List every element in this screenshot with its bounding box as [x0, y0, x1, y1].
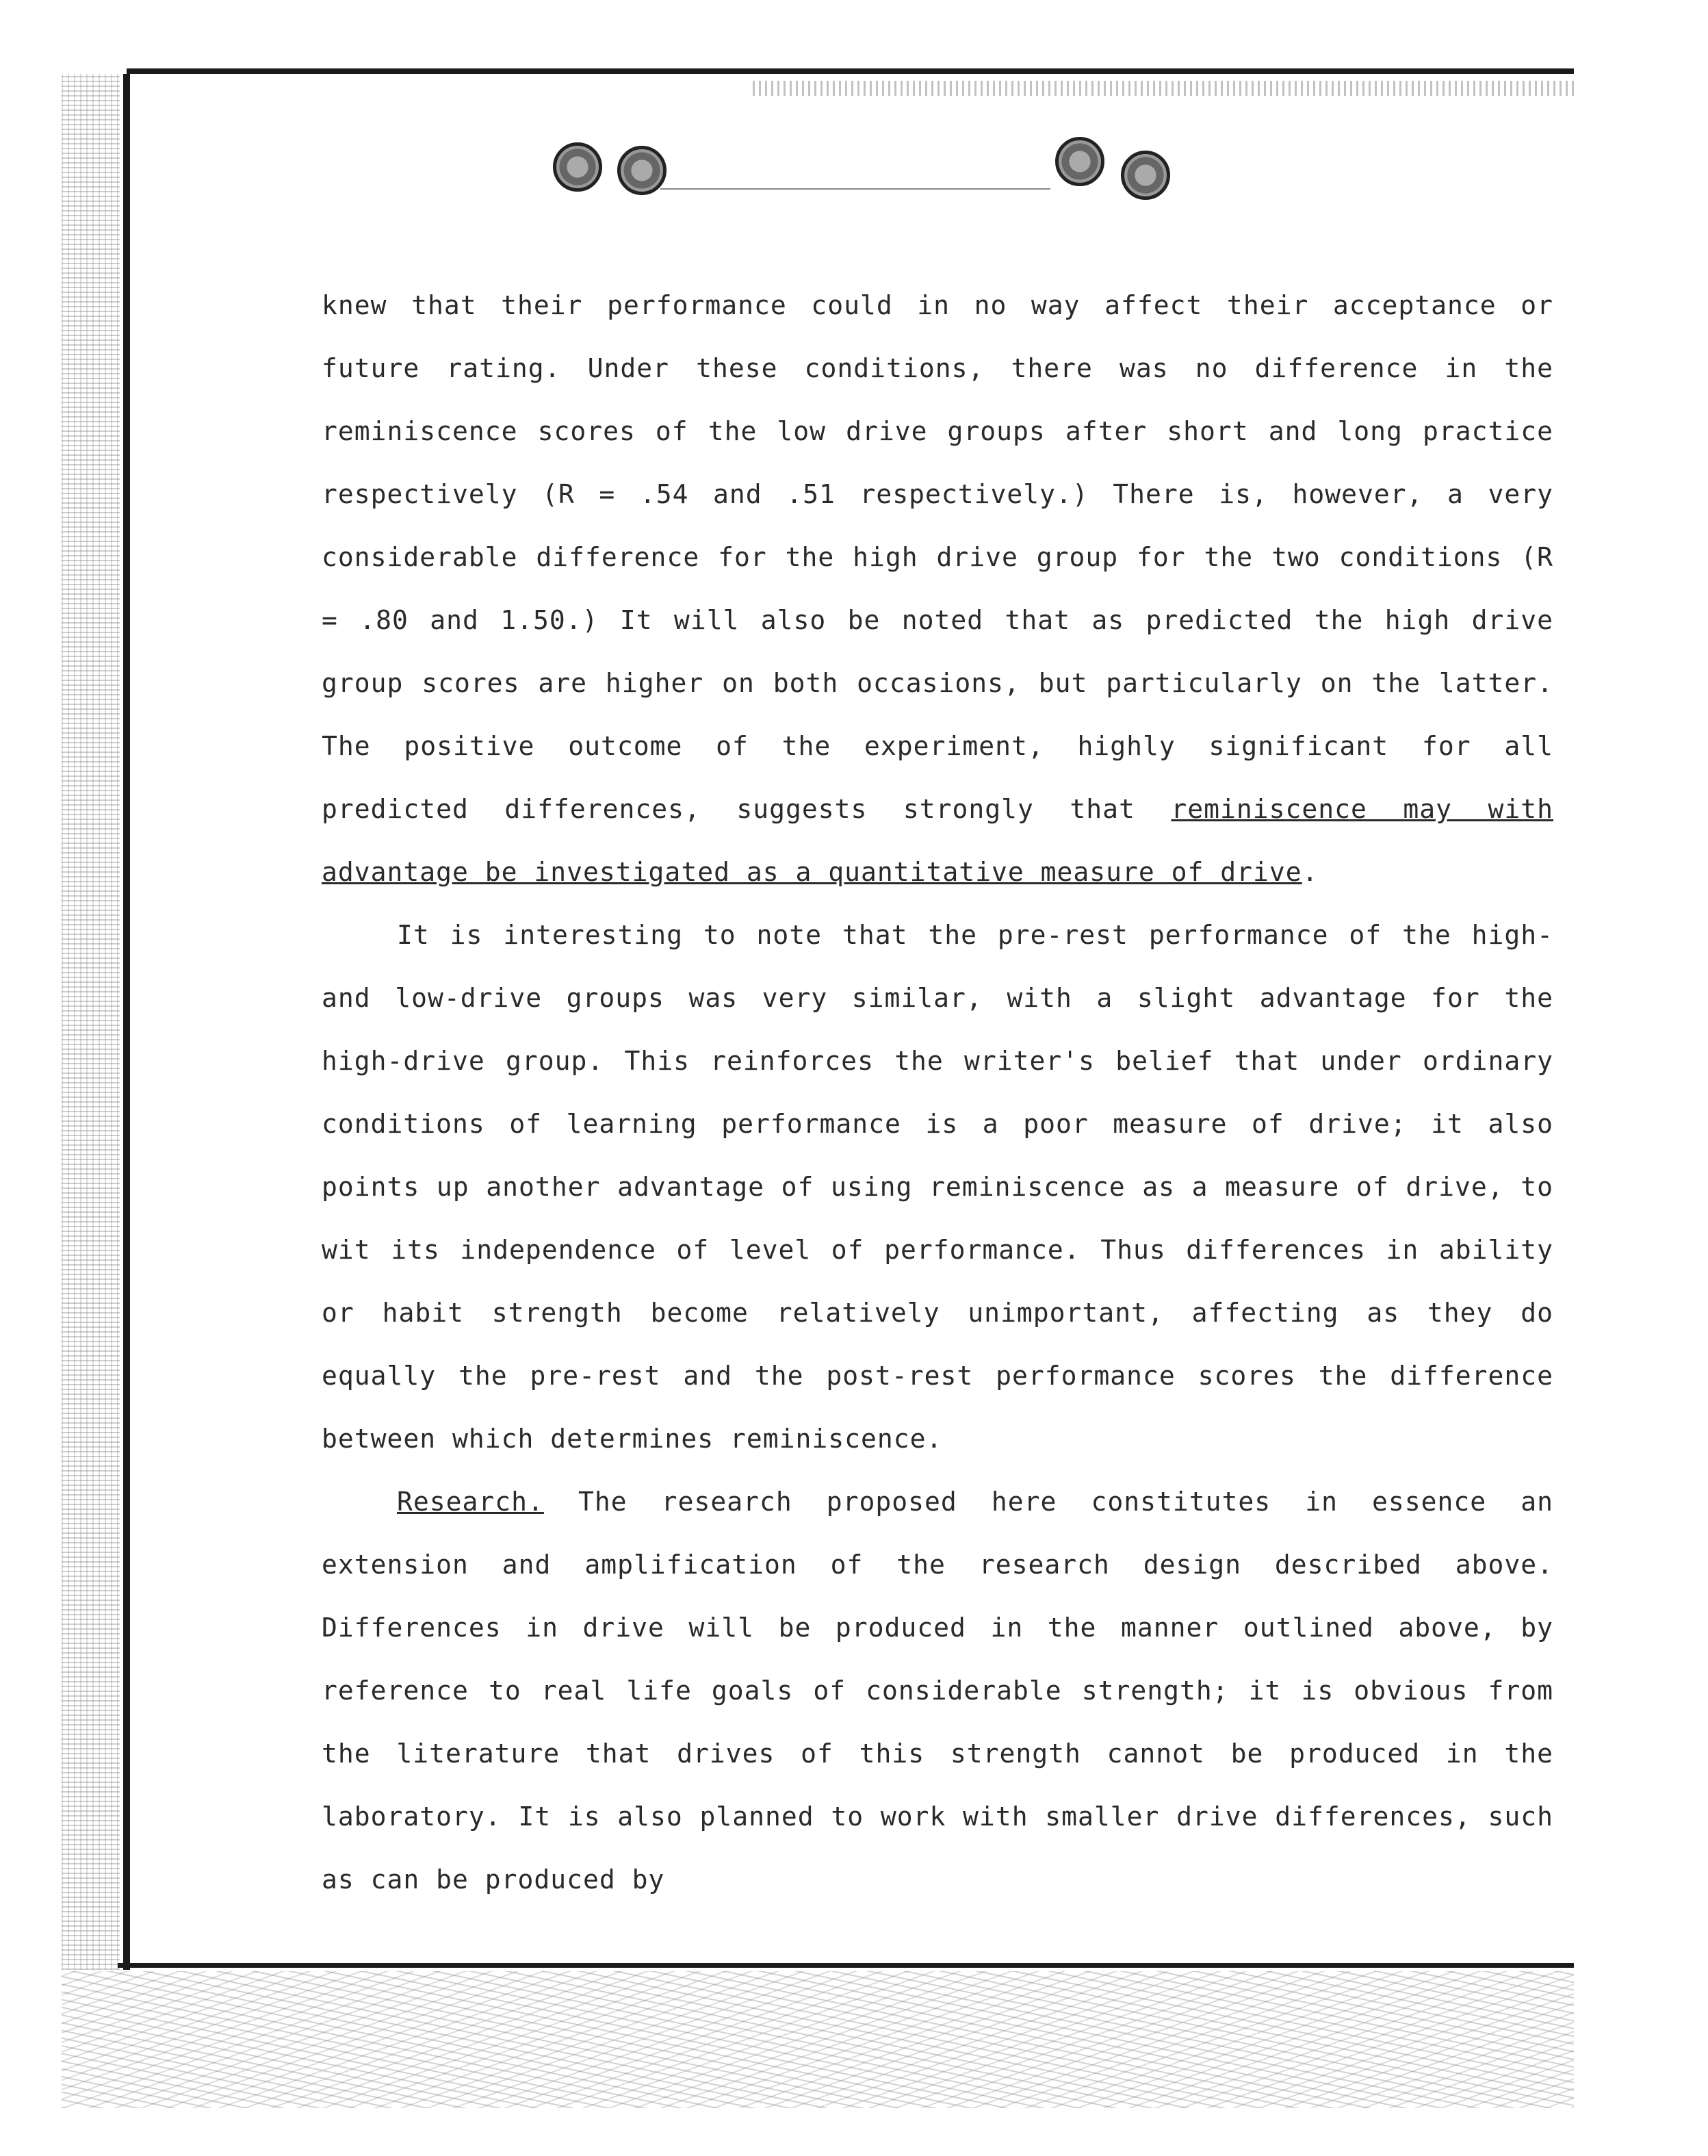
text-run: .	[1302, 857, 1319, 887]
faint-rule	[660, 188, 1050, 190]
text-run: It is interesting to note that the pre-rest performance of the high- and low-drive groups was very similar, with a slight advantage for the high-drive group. This reinforces the writer's belief that under ordinary conditions of learning performance is a poor measure of drive; it also points up another advantage of using reminiscence as a measure of drive, to wit its independence of level of performance. Thus differences in ability or habit strength become relatively unimportant, affecting as they do equally the pre-rest and the post-rest performance scores the difference between which determines reminiscence.	[322, 920, 1553, 1454]
punch-hole	[1121, 151, 1170, 200]
paragraph	[322, 1470, 1553, 1911]
punch-hole	[617, 146, 667, 195]
punch-hole	[1055, 137, 1104, 186]
punch-hole	[553, 142, 602, 192]
page-bottom-edge	[118, 1963, 1574, 1968]
paragraph	[322, 274, 1553, 903]
page-left-border	[123, 74, 130, 1970]
paragraph	[322, 903, 1553, 1470]
underlined-text-run: reminiscence may with advantage be investigated as a quantitative measure of drive	[322, 794, 1554, 887]
typewritten-body	[322, 274, 1553, 1911]
page-top-edge-shadow	[753, 81, 1574, 96]
section-run-in-heading: Research.	[397, 1487, 544, 1517]
scan-noise-left	[62, 74, 120, 1970]
page-top-edge	[127, 68, 1574, 74]
text-run: knew that their performance could in no way affect their acceptance or future rating. Under these conditions, there was no difference in the reminiscence scores of the low drive groups after short and long practice respectively (R = .54 and .51 respectively.) There is, however, a very considerable difference for the high drive group for the two conditions (R = .80 and 1.50.) It will also be noted that as predicted the high drive group scores are higher on both occasions, but particularly on the latter. The positive outcome of the experiment, highly significant for all predicted differences, suggests strongly that	[322, 290, 1553, 824]
scan-noise-bottom	[62, 1971, 1574, 2108]
text-run: The research proposed here constitutes in essence an extension and amplification of the research design described above. Differences in drive will be produced in the manner outlined above, by reference to real life goals of considerable strength; it is obvious from the literature that drives of this strength cannot be produced in the laboratory. It is also planned to work with smaller drive differences, such as can be produced by	[322, 1487, 1553, 1895]
